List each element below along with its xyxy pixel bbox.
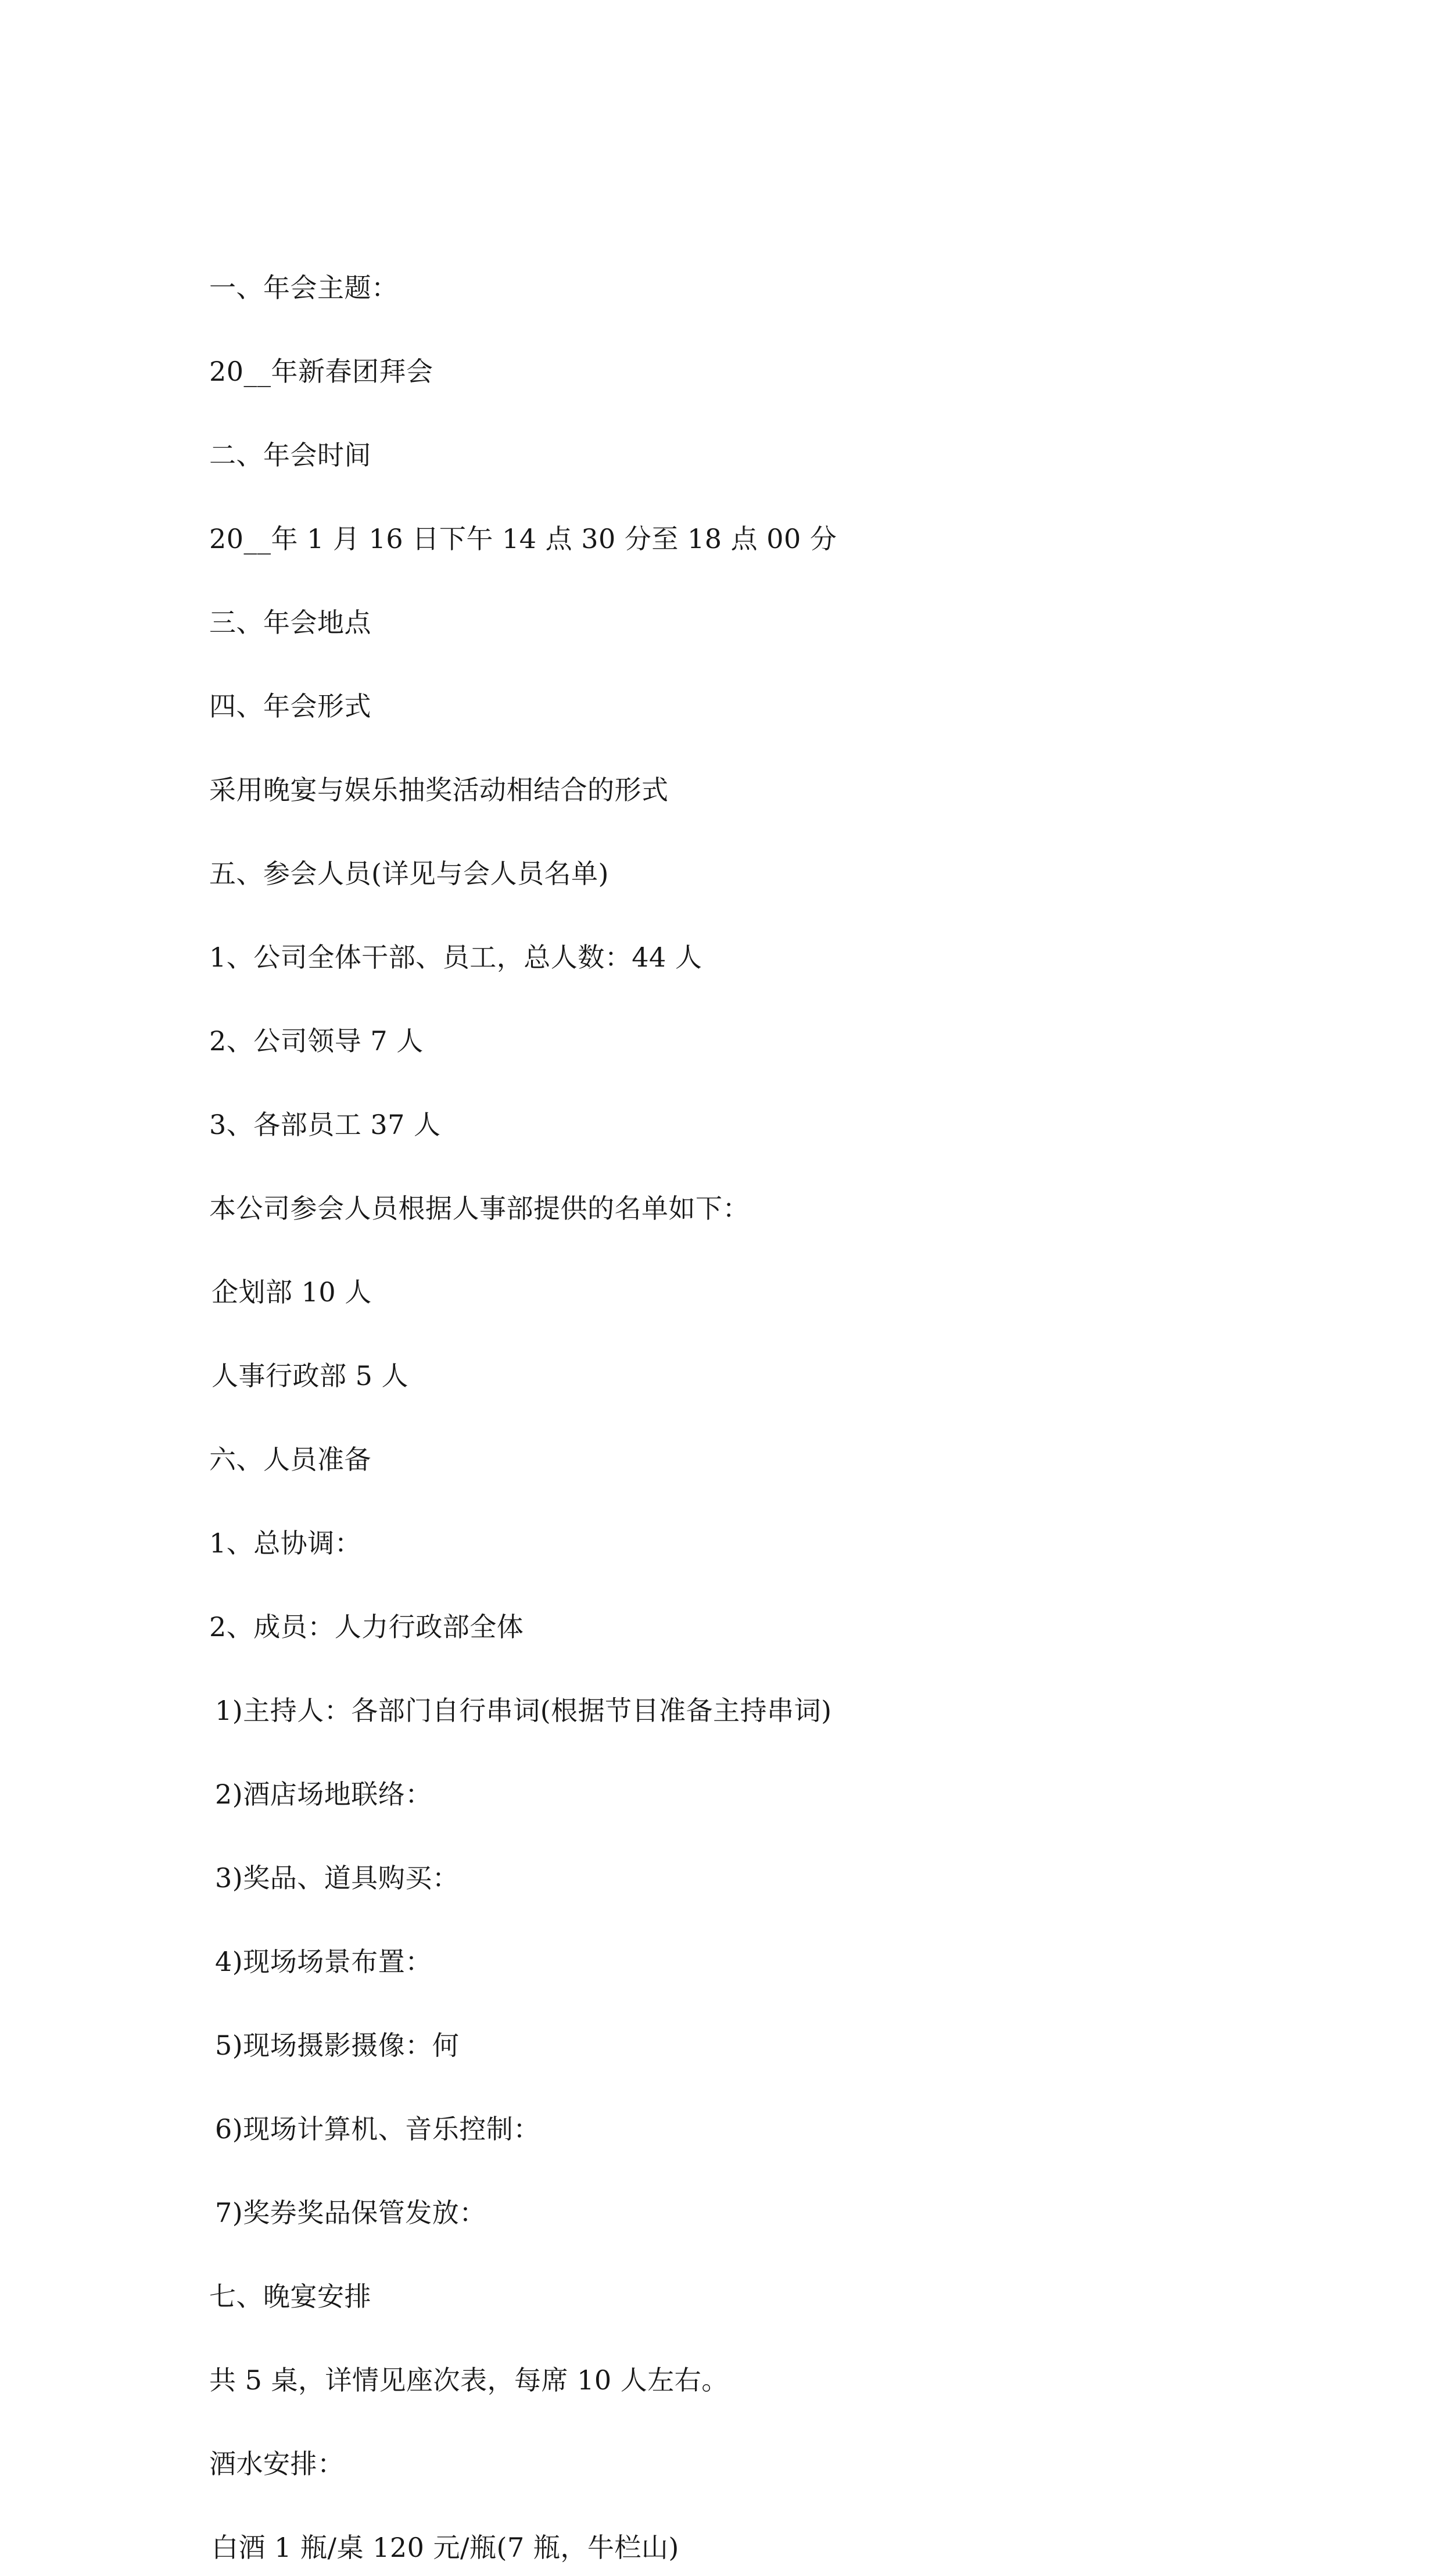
paragraph: 1、公司全体干部、员工，总人数：44 人	[209, 942, 702, 973]
paragraph: 白酒 1 瓶/桌 120 元/瓶(7 瓶，牛栏山)	[212, 2532, 679, 2563]
document-body	[209, 259, 1243, 2576]
paragraph: 3、各部员工 37 人	[209, 1109, 441, 1140]
paragraph: 共 5 桌，详情见座次表，每席 10 人左右。	[209, 2364, 729, 2396]
paragraph: 酒水安排：	[209, 2448, 345, 2480]
paragraph: 企划部 10 人	[212, 1276, 372, 1308]
paragraph: 1、总协调：	[209, 1527, 362, 1559]
paragraph: 2)酒店场地联络：	[215, 1779, 432, 1810]
paragraph: 20__年 1 月 16 日下午 14 点 30 分至 18 点 00 分	[209, 523, 837, 554]
paragraph: 本公司参会人员根据人事部提供的名单如下：	[209, 1193, 750, 1224]
paragraph: 1)主持人：各部门自行串词(根据节目准备主持串词)	[215, 1695, 832, 1726]
paragraph: 3)奖品、道具购买：	[215, 1862, 460, 1894]
paragraph: 二、年会时间	[209, 439, 371, 471]
paragraph: 七、晚宴安排	[209, 2281, 371, 2312]
paragraph: 4)现场场景布置：	[215, 1946, 432, 1977]
paragraph: 2、公司领导 7 人	[209, 1025, 424, 1057]
paragraph: 5)现场摄影摄像：何	[215, 2030, 460, 2061]
paragraph: 20__年新春团拜会	[209, 356, 433, 387]
paragraph: 四、年会形式	[209, 690, 371, 722]
paragraph: 采用晚宴与娱乐抽奖活动相结合的形式	[209, 774, 669, 806]
paragraph: 7)奖券奖品保管发放：	[215, 2197, 486, 2228]
paragraph: 一、年会主题：	[209, 272, 399, 303]
paragraph: 六、人员准备	[209, 1444, 371, 1475]
paragraph: 三、年会地点	[209, 607, 371, 638]
paragraph: 五、参会人员(详见与会人员名单)	[209, 858, 609, 889]
paragraph: 人事行政部 5 人	[212, 1360, 409, 1391]
paragraph: 2、成员：人力行政部全体	[209, 1611, 524, 1643]
paragraph: 6)现场计算机、音乐控制：	[215, 2113, 540, 2145]
